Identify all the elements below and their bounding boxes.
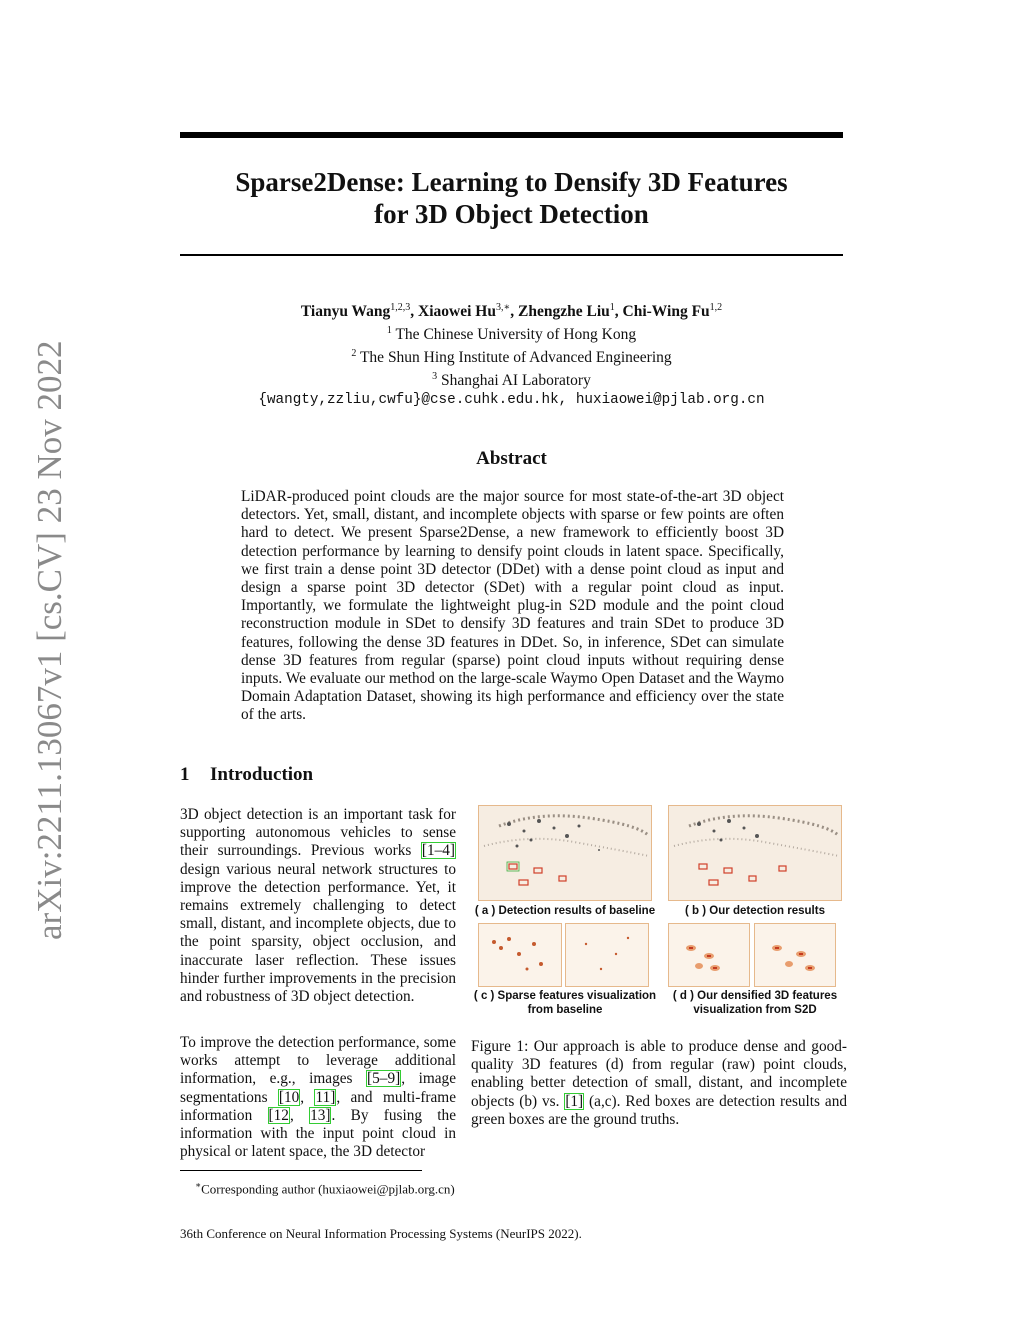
citation-link[interactable]: 13]: [310, 1106, 331, 1124]
figure-1: [470, 800, 846, 1025]
affiliation: $^2$ The Shun Hing Institute of Advanced Engineering: [351, 348, 672, 367]
feature-map-image: [479, 924, 561, 986]
figure-label-a: ( a ) Detection results of baseline: [474, 905, 656, 917]
figure-label-c: ( c ) Sparse features visualization from baseline: [473, 990, 657, 1016]
title-bottom-rule: [180, 254, 843, 256]
arxiv-identifier-stamp: arXiv:2211.13067v1 [cs.CV] 23 Nov 2022: [30, 340, 69, 940]
point-cloud-image: [669, 806, 841, 900]
figure-panel-sparse-features-2: [565, 923, 649, 987]
figure-panel-sparse-features-1: [478, 923, 562, 987]
author-name: Tianyu Wang: [300, 303, 391, 321]
figure-label-b: ( b ) Our detection results: [685, 905, 825, 917]
abstract-heading: Abstract: [476, 448, 547, 469]
intro-paragraph: 3D object detection is an important task for supporting autonomous vehicles to sense their surroundings. Previous works [1–4] design various neural network structures to improve the detection performance. Yet, it remains extremely challenging to detect small, distant, and incomplete objects, due to the point sparsity, object occlusion, and inaccurate laser reflection. These issues hinder further improvements in the precision and robustness of 3D object detection.: [180, 806, 456, 1006]
figure-panel-our-detection: [668, 805, 842, 901]
footnote-rule: [180, 1170, 422, 1171]
author-name: Zhengzhe Liu: [518, 303, 610, 321]
footnote: ∗Corresponding author (huxiaowei@pjlab.org.cn): [195, 1180, 455, 1197]
figure-label-d: ( d ) Our densified 3D features visualization from S2D: [672, 990, 838, 1016]
figure-panel-dense-features-1: [668, 923, 750, 987]
author-block: [180, 298, 843, 410]
figure-caption: Figure 1: Our approach is able to produce dense and good-quality 3D features (d) from regular (raw) point clouds, enabling better detection of small, distant, and incomplete objects (b) vs. [1] (a,c). Red boxes are detection results and green boxes are the ground truths.: [471, 1038, 847, 1128]
figure-panel-baseline-detection: [478, 805, 652, 901]
conference-note: 36th Conference on Neural Information Processing Systems (NeurIPS 2022).: [180, 1226, 582, 1241]
author-emails[interactable]: {wangty,zzliu,cwfu}@cse.cuhk.edu.hk, huxiaowei@pjlab.org.cn: [258, 391, 765, 408]
paper-title: Sparse2Dense: Learning to Densify 3D Features for 3D Object Detection: [235, 167, 788, 229]
citation-link[interactable]: [1]: [565, 1092, 584, 1110]
feature-map-image: [566, 924, 648, 986]
figure-panel-dense-features-2: [754, 923, 836, 987]
feature-map-image: [669, 924, 749, 986]
abstract-text: LiDAR-produced point clouds are the major source for most state-of-the-art 3D object detectors. Yet, small, distant, and incomplete objects with sparse or few points are often hard to detect. We present Sparse2Dense, a new framework to efficiently boost 3D detection performance by learning to densify point clouds in latent space. Specifically, we first train a dense point 3D detector (DDet) with a dense point cloud as input and design a sparse point 3D detector (SDet) with a regular point cloud as input. Importantly, we formulate the lightweight plug-in S2D module and the point cloud reconstruction module in SDet to densify 3D features and train SDet to produce 3D features, following the dense 3D features in DDet. So, in inference, SDet can simulate dense 3D features from regular (sparse) point cloud inputs without requiring dense inputs. We evaluate our method on the large-scale Waymo Open Dataset and the Waymo Domain Adaptation Dataset, showing its high performance and efficiency over the state of the arts.: [241, 488, 784, 724]
affiliation: $^1$ The Chinese University of Hong Kong: [386, 325, 637, 344]
citation-link[interactable]: [12: [268, 1106, 289, 1124]
author-list: Tianyu Wang$^{1,2,3}$, Xiaowei $Hu^{3,∗}$, Zhengzhe Liu$^1$, Chi-Wing Fu$^{1,2}$: [300, 302, 723, 321]
author-name: Chi-Wing Fu: [622, 303, 710, 321]
author-name: Xiaowei Hu: [418, 303, 496, 321]
title-top-rule: [180, 132, 843, 138]
citation-link[interactable]: 11]: [315, 1088, 336, 1106]
intro-paragraph: To improve the detection performance, some works attempt to leverage additional information, e.g., images [5–9], image segmentations [10, 11], and multi-frame information [12, 13]. By fusing the information with the input point cloud in physical or latent space, the 3D detector: [180, 1034, 456, 1161]
citation-link[interactable]: [1–4]: [421, 842, 455, 860]
feature-map-image: [755, 924, 835, 986]
point-cloud-image: [479, 806, 651, 900]
affiliation: $^3$ Shanghai AI Laboratory: [432, 371, 591, 390]
section-heading-introduction: 1 Introduction: [180, 764, 314, 785]
citation-link[interactable]: [10: [278, 1088, 300, 1106]
citation-link[interactable]: [5–9]: [367, 1070, 401, 1088]
